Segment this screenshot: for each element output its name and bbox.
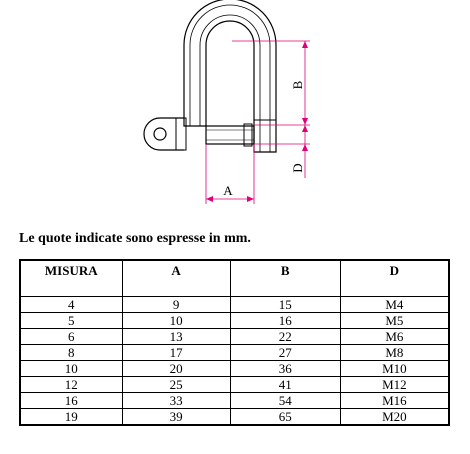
cell-d: M20 bbox=[340, 409, 449, 426]
cell-b: 41 bbox=[230, 377, 340, 393]
header-misura: MISURA bbox=[20, 260, 122, 297]
pin-eye bbox=[144, 118, 184, 150]
cell-d: M5 bbox=[340, 313, 449, 329]
header-b: B bbox=[230, 260, 340, 297]
cell-a: 25 bbox=[122, 377, 230, 393]
cell-a: 33 bbox=[122, 393, 230, 409]
cell-a: 20 bbox=[122, 361, 230, 377]
table-row bbox=[20, 313, 449, 329]
table-row bbox=[20, 345, 449, 361]
table-row bbox=[20, 377, 449, 393]
cell-b: 15 bbox=[230, 297, 340, 313]
cell-misura: 8 bbox=[20, 345, 122, 361]
sizes-table bbox=[19, 259, 450, 426]
header-d: D bbox=[340, 260, 449, 297]
table-row bbox=[20, 393, 449, 409]
table-header-row bbox=[20, 260, 449, 297]
cell-misura: 4 bbox=[20, 297, 122, 313]
pin-end bbox=[244, 124, 252, 146]
cell-misura: 10 bbox=[20, 361, 122, 377]
cell-d: M8 bbox=[340, 345, 449, 361]
dim-b-label: B bbox=[290, 80, 305, 90]
cell-a: 39 bbox=[122, 409, 230, 426]
table-row bbox=[20, 329, 449, 345]
cell-b: 54 bbox=[230, 393, 340, 409]
cell-a: 17 bbox=[122, 345, 230, 361]
cell-misura: 12 bbox=[20, 377, 122, 393]
cell-b: 65 bbox=[230, 409, 340, 426]
table-row bbox=[20, 297, 449, 313]
dim-d-label: D bbox=[290, 163, 305, 173]
table-row bbox=[20, 409, 449, 426]
pin-shaft bbox=[206, 126, 254, 144]
table-row bbox=[20, 361, 449, 377]
cell-a: 10 bbox=[122, 313, 230, 329]
cell-a: 9 bbox=[122, 297, 230, 313]
cell-b: 16 bbox=[230, 313, 340, 329]
cell-d: M12 bbox=[340, 377, 449, 393]
cell-b: 36 bbox=[230, 361, 340, 377]
cell-misura: 6 bbox=[20, 329, 122, 345]
units-note: Le quote indicate sono espresse in mm. bbox=[19, 231, 251, 246]
shackle-body-inner-2 bbox=[200, 15, 260, 152]
cell-misura: 19 bbox=[20, 409, 122, 426]
cell-b: 27 bbox=[230, 345, 340, 361]
dim-a-label: A bbox=[223, 183, 233, 198]
cell-misura: 16 bbox=[20, 393, 122, 409]
cell-d: M10 bbox=[340, 361, 449, 377]
cell-misura: 5 bbox=[20, 313, 122, 329]
cell-d: M16 bbox=[340, 393, 449, 409]
cell-b: 22 bbox=[230, 329, 340, 345]
shackle-diagram bbox=[0, 0, 470, 215]
cell-a: 13 bbox=[122, 329, 230, 345]
cell-d: M4 bbox=[340, 297, 449, 313]
pin-eye-hole bbox=[154, 128, 166, 140]
cell-d: M6 bbox=[340, 329, 449, 345]
shackle-body-outer bbox=[184, 0, 276, 152]
header-a: A bbox=[122, 260, 230, 297]
